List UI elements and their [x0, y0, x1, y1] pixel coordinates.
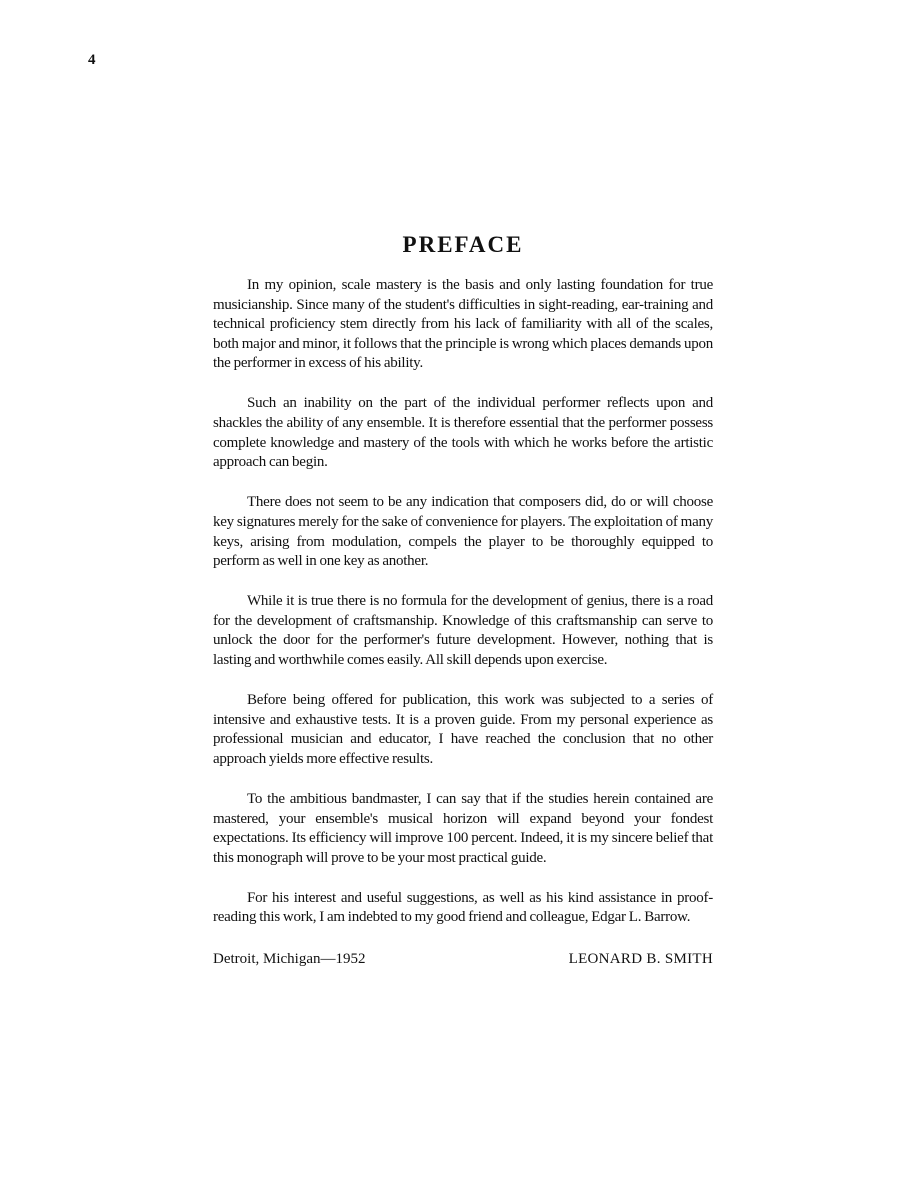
- paragraph-7: For his interest and useful suggestions, as well as his kind assistance in proof-reading this work, I am indebted to my good friend and colleague, Edgar L. Barrow.: [213, 889, 713, 926]
- place-date: Detroit, Michigan—1952: [213, 950, 366, 967]
- preface-content: [213, 228, 713, 969]
- page-number: 4: [88, 52, 96, 68]
- paragraph-2: Such an inability on the part of the individual performer reflects upon and shackles the ability of any ensemble. It is therefore essential that the performer possess complete knowledge and mastery of the tools with which he works before the artistic approach can begin.: [213, 395, 713, 471]
- author-name: LEONARD B. SMITH: [568, 950, 713, 967]
- signature-row: [213, 949, 713, 969]
- paragraph-1: In my opinion, scale mastery is the basis and only lasting foundation for true musicianship. Since many of the student's difficulties in sight-reading, ear-training and technical proficiency stem directly from his lack of familiarity with all of the scales, both major and minor, it follows that the principle is wrong which places demands upon the performer in excess of his ability.: [213, 277, 713, 372]
- paragraph-5: Before being offered for publication, this work was subjected to a series of intensive and exhaustive tests. It is a proven guide. From my personal experience as professional musician and educator, I have reached the conclusion that no other approach yields more effective results.: [213, 692, 713, 767]
- paragraph-3: There does not seem to be any indication that composers did, do or will choose key signatures merely for the sake of convenience for players. The exploitation of many keys, arising from modulation, compels the player to be thoroughly equipped to perform as well in one key as another.: [213, 494, 713, 570]
- paragraph-6: To the ambitious bandmaster, I can say that if the studies herein contained are mastered, your ensemble's musical horizon will expand beyond your fondest expectations. Its efficiency will improve 100 percent. Indeed, it is my sincere belief that this monograph will prove to be your most practical guide.: [213, 790, 713, 866]
- page-title: PREFACE: [402, 232, 524, 257]
- paragraph-4: While it is true there is no formula for the development of genius, there is a road for the development of craftsmanship. Knowledge of this craftsmanship can serve to unlock the door for the performer's future development. However, nothing that is lasting and worthwhile comes easily. All skill depends upon exercise.: [213, 593, 713, 668]
